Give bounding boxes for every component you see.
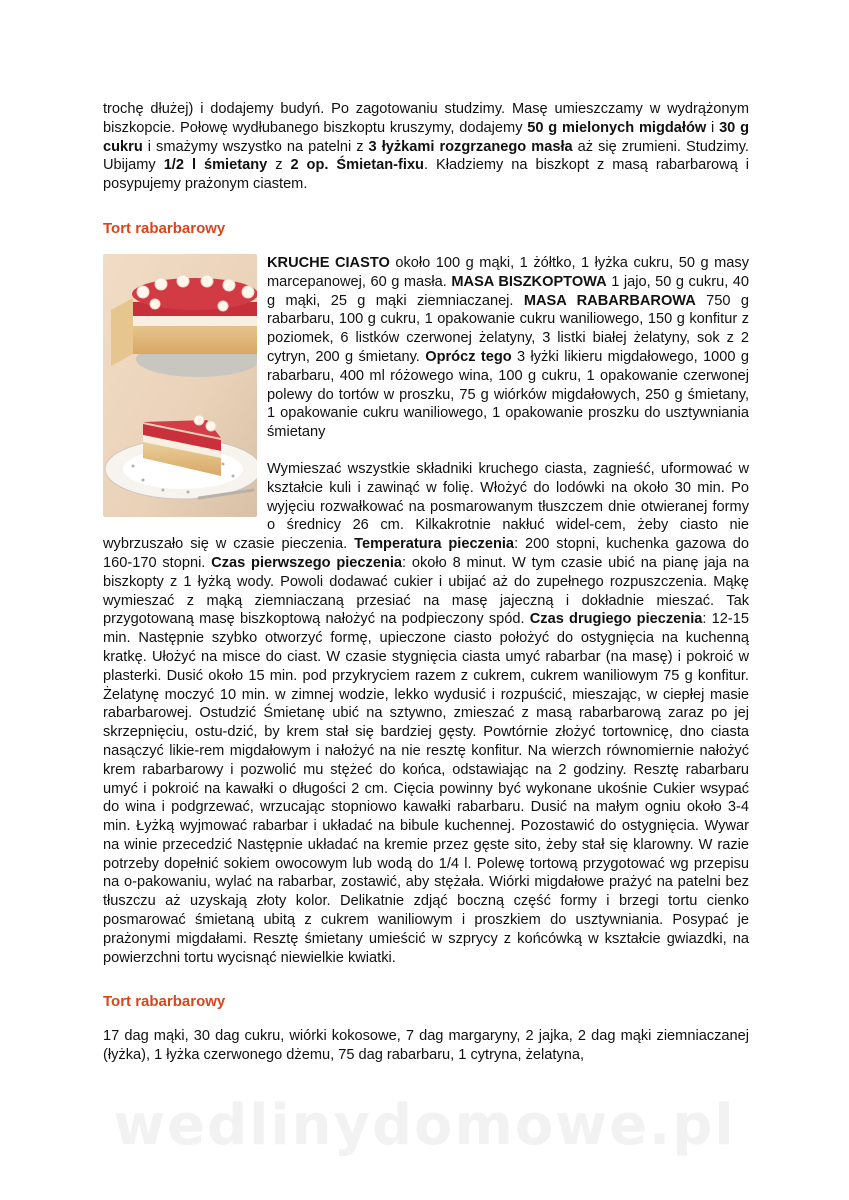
intro-paragraph: [103, 100, 749, 194]
text-run: : około 8 minut. W tym czasie ubić na pianę jaja na biszkopty z 1 łyżką wody. Powoli dodawać cukier i ubijać aż do zupełnego rozpuszczenia. Mąkę wymieszać z mąką ziemniaczaną przesiać na masę jajeczną i dokładnie mieszać. Tak przygotowaną masę biszkoptową nałożyć na podpieczony spód.: [103, 554, 749, 628]
bold-text: MASA RABARBAROWA: [523, 292, 696, 309]
bold-text: Oprócz tego: [425, 348, 512, 365]
text-run: : 12-15 min. Następnie szybko otworzyć formę, upieczone ciasto położyć do ostygnięcia na kuchenną kratkę. Ułożyć na misce do ciast. W czasie stygnięcia ciasta umyć rabarbar (na masę) i pokroić w plasterki. Dusić około 15 min. pod przykryciem razem z cukrem, cukrem waniliowym 75 g konfitur. Żelatynę moczyć 10 min. w zimnej wodzie, lekko wydusić i rozpuścić, mieszając, w ciepłej masie rabarbarowej. Ostudzić Śmietanę ubić na sztywno, zmieszać z masą rabarbarową zaraz po jej skrzepnięciu, ostu-dzić, by krem stał się bardziej gęsty. Powtórnie złożyć tortownicę, dno ciasta nasączyć likie-rem migdałowym i nałożyć na nie resztę konfitur. Na wierzch równomiernie nałożyć krem rabarbarowy i pozwolić mu stężeć do końca, odstawiając na 2 godziny. Resztę rabarbaru umyć i pokroić na kawałki o długości 2 cm. Cięcia powinny być wykonane ukośnie Cukier wsypać do wina i podgrzewać, wrzucając stopniowo kawałki rabarbaru. Dusić na małym ogniu około 3-4 min. Łyżką wyjmować rabarbar i układać na bibule kuchennej. Pozostawić do ostygnięcia. Wywar na winie przecedzić Następnie układać na kremie przez gęste sito, żeby stał się klarowny. W razie potrzeby dopełnić sokiem owocowym lub wodą do 1/4 l. Polewę tortową przygotować wg przepisu na o-pakowaniu, wylać na rabarbar, zostawić, aby stężała. Wiórki migdałowe prażyć na patelni bez tłuszczu aż uzyskają złoty kolor. Delikatnie zdjąć boczną część formy i brzegi tortu cienko posmarować śmietaną ubitą z cukrem waniliowym i proszkiem do usztywniania. Posypać je prażonymi migdałami. Resztę śmietany umieścić w szprycy z końcówką w kształcie gwiazdki, na powierzchni tortu wycisnąć niewielkie kwiatki.: [103, 611, 749, 966]
text-run: i: [706, 119, 720, 136]
method-paragraph: [103, 460, 749, 968]
recipe2-paragraph: 17 dag mąki, 30 dag cukru, wiórki kokosowe, 7 dag margaryny, 2 jajka, 2 dag mąki ziemniaczanej (łyżka), 1 łyżka czerwonego dżemu, 75 dag rabarbaru, 1 cytryna, żelatyna,: [103, 1028, 749, 1064]
watermark: wedlinydomowe.pl: [113, 1093, 736, 1158]
recipe-title-2: Tort rabarbarowy: [103, 993, 226, 1011]
text-run: i smażymy wszystko na patelni z: [142, 138, 369, 155]
text-run: z: [267, 157, 291, 174]
bold-text: 50 g mielonych migdałów: [527, 119, 707, 136]
document-page: [103, 100, 749, 1065]
text-run: 750 g rabarbaru, 100 g cukru, 1 opakowanie cukru waniliowego, 150 g konfitur z poziomek, 6 listków czerwonej żelatyny, 3 listki białej żelatyny, sok z 2 cytryn, 200 g śmietany.: [267, 292, 750, 365]
cake-photo: [103, 254, 257, 517]
bold-text: KRUCHE CIASTO: [267, 254, 390, 271]
text-run: . Kładziemy na biszkopt z masą rabarbarową i posypujemy prażonym ciastem.: [103, 157, 750, 193]
bold-text: Czas drugiego pieczenia: [529, 611, 703, 628]
text-run: : 200 stopni, kuchenka gazowa do 160-170 stopni.: [103, 536, 750, 571]
bold-text: 2 op. Śmietan-fixu: [290, 157, 424, 174]
bold-text: 3 łyżkami rozgrzanego masła: [368, 138, 573, 155]
text-run: 3 łyżki likieru migdałowego, 1000 g rabarbaru, 400 ml różowego wina, 100 g cukru, 1 opakowanie czerwonej polewy do tortów w proszku, 75 g wiórków migdałowych, 250 g śmietany, 1 opakowanie cukru waniliowego, 1 opakowanie proszku do usztywniania śmietany: [267, 348, 749, 441]
text-run: trochę dłużej) i dodajemy budyń. Po zagotowaniu studzimy. Masę umieszczamy w wydrążonym biszkopcie. Połowę wydłubanego biszkoptu kruszymy, dodajemy: [103, 101, 749, 136]
bold-text: Temperatura pieczenia: [354, 536, 515, 553]
bold-text: Czas pierwszego pieczenia: [211, 554, 403, 571]
bold-text: MASA BISZKOPTOWA: [451, 273, 607, 290]
text-run: Wymieszać wszystkie składniki kruchego ciasta, zagnieść, uformować w kształcie kuli i zawinąć w folię. Włożyć do lodówki na około 30 min. Po wyjęciu rozwałkować na posmarowanym tłuszczem dnie otwieranej formy o średnicy 26 cm. Kilkakrotnie nakłuć widel-cem, żeby ciasto nie wybrzuszało się w czasie pieczenia.: [103, 460, 749, 553]
recipe-title: Tort rabarbarowy: [103, 219, 226, 237]
bold-text: 30 g cukru: [103, 119, 749, 155]
text-run: 1 jajo, 50 g cukru, 40 g mąki, 25 g mąki ziemniaczanej.: [267, 273, 750, 309]
text-run: około 100 g mąki, 1 żółtko, 1 łyżka cukru, 50 g masy marcepanowej, 60 g masła.: [267, 254, 749, 290]
bold-text: 1/2 l śmietany: [163, 157, 268, 174]
text-run: aż się zrumieni. Studzimy. Ubijamy: [103, 138, 749, 174]
